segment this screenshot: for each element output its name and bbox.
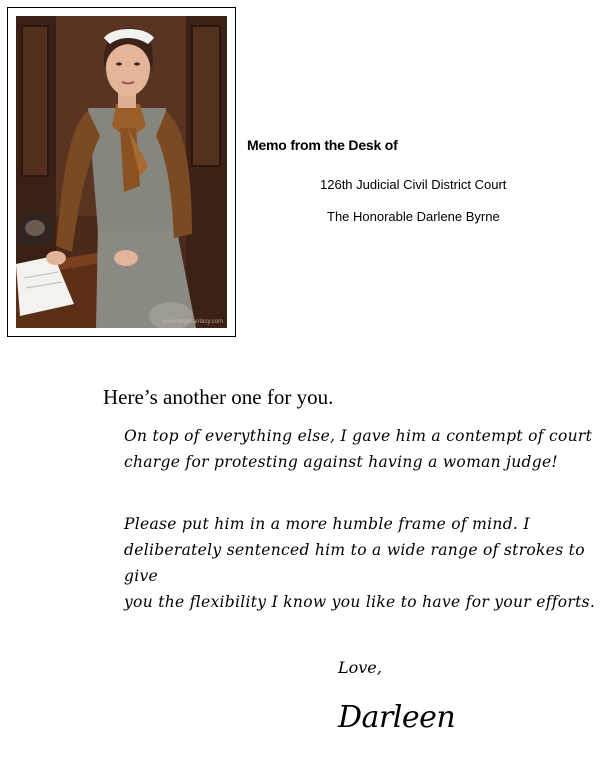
paragraph-2-line-3: you the flexibility I know you like to have for your efforts. <box>124 593 596 611</box>
letter-opening: Here’s another one for you. <box>103 385 334 409</box>
memo-title: Memo from the Desk of <box>247 137 398 153</box>
paragraph-2-line-2: deliberately sentenced him to a wide range of strokes to give <box>124 541 585 585</box>
letter-paragraph-1 <box>124 423 592 475</box>
judge-name: The Honorable Darlene Byrne <box>327 209 500 224</box>
paragraph-1-line-2: charge for protesting against having a woman judge! <box>124 453 558 471</box>
photo-watermark: www.fetishfantasy.com <box>162 319 223 325</box>
signature: Darleen <box>338 700 456 735</box>
court-name: 126th Judicial Civil District Court <box>320 177 507 192</box>
photo-frame <box>7 7 236 337</box>
paragraph-2-line-1: Please put him in a more humble frame of mind. I <box>124 515 530 533</box>
letter-closing: Love, <box>338 658 382 677</box>
judge-photo <box>16 16 227 328</box>
paragraph-1-line-1: On top of everything else, I gave him a contempt of court <box>124 427 593 445</box>
letter-paragraph-2 <box>124 511 608 615</box>
